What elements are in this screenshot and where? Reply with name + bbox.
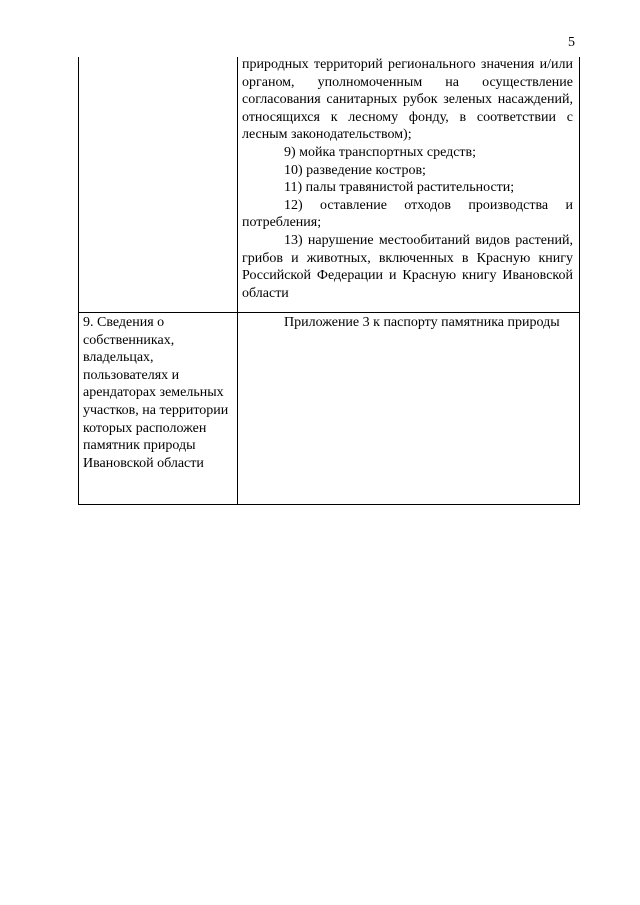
passport-table: [78, 57, 580, 505]
prohibition-item-9: 9) мойка транспортных средств;: [284, 144, 477, 160]
row-divider: [79, 312, 579, 313]
column-divider: [237, 57, 238, 504]
prohibition-item-10: 10) разведение костров;: [284, 162, 426, 178]
prohibition-item-12: 12) оставление отходов производства и потребления;: [242, 197, 573, 231]
row-9-label: 9. Сведения о собственниках, владельцах, пользователях и арендаторах земельных участков, на территории которых расположен памятник природы Ивановской области: [83, 315, 229, 471]
prohibition-item-13: 13) нарушение местообитаний видов растений, грибов и животных, включенных в Красную книгу Российской Федерации и Красную книгу Ивановской области: [242, 232, 573, 301]
continuation-text: природных территорий регионального значения и/или органом, уполномоченным на осуществление согласования санитарных рубок зеленых насаждений, относящихся к лесному фонду, в соответствии с лесным законодательством);: [242, 57, 573, 143]
page-number: 5: [568, 35, 575, 50]
row-9-value: Приложение 3 к паспорту памятника природы: [284, 315, 560, 330]
row-9-value-cell: [242, 314, 573, 332]
prohibition-item-11: 11) палы травянистой растительности;: [284, 180, 515, 196]
continuation-cell: [242, 56, 573, 302]
